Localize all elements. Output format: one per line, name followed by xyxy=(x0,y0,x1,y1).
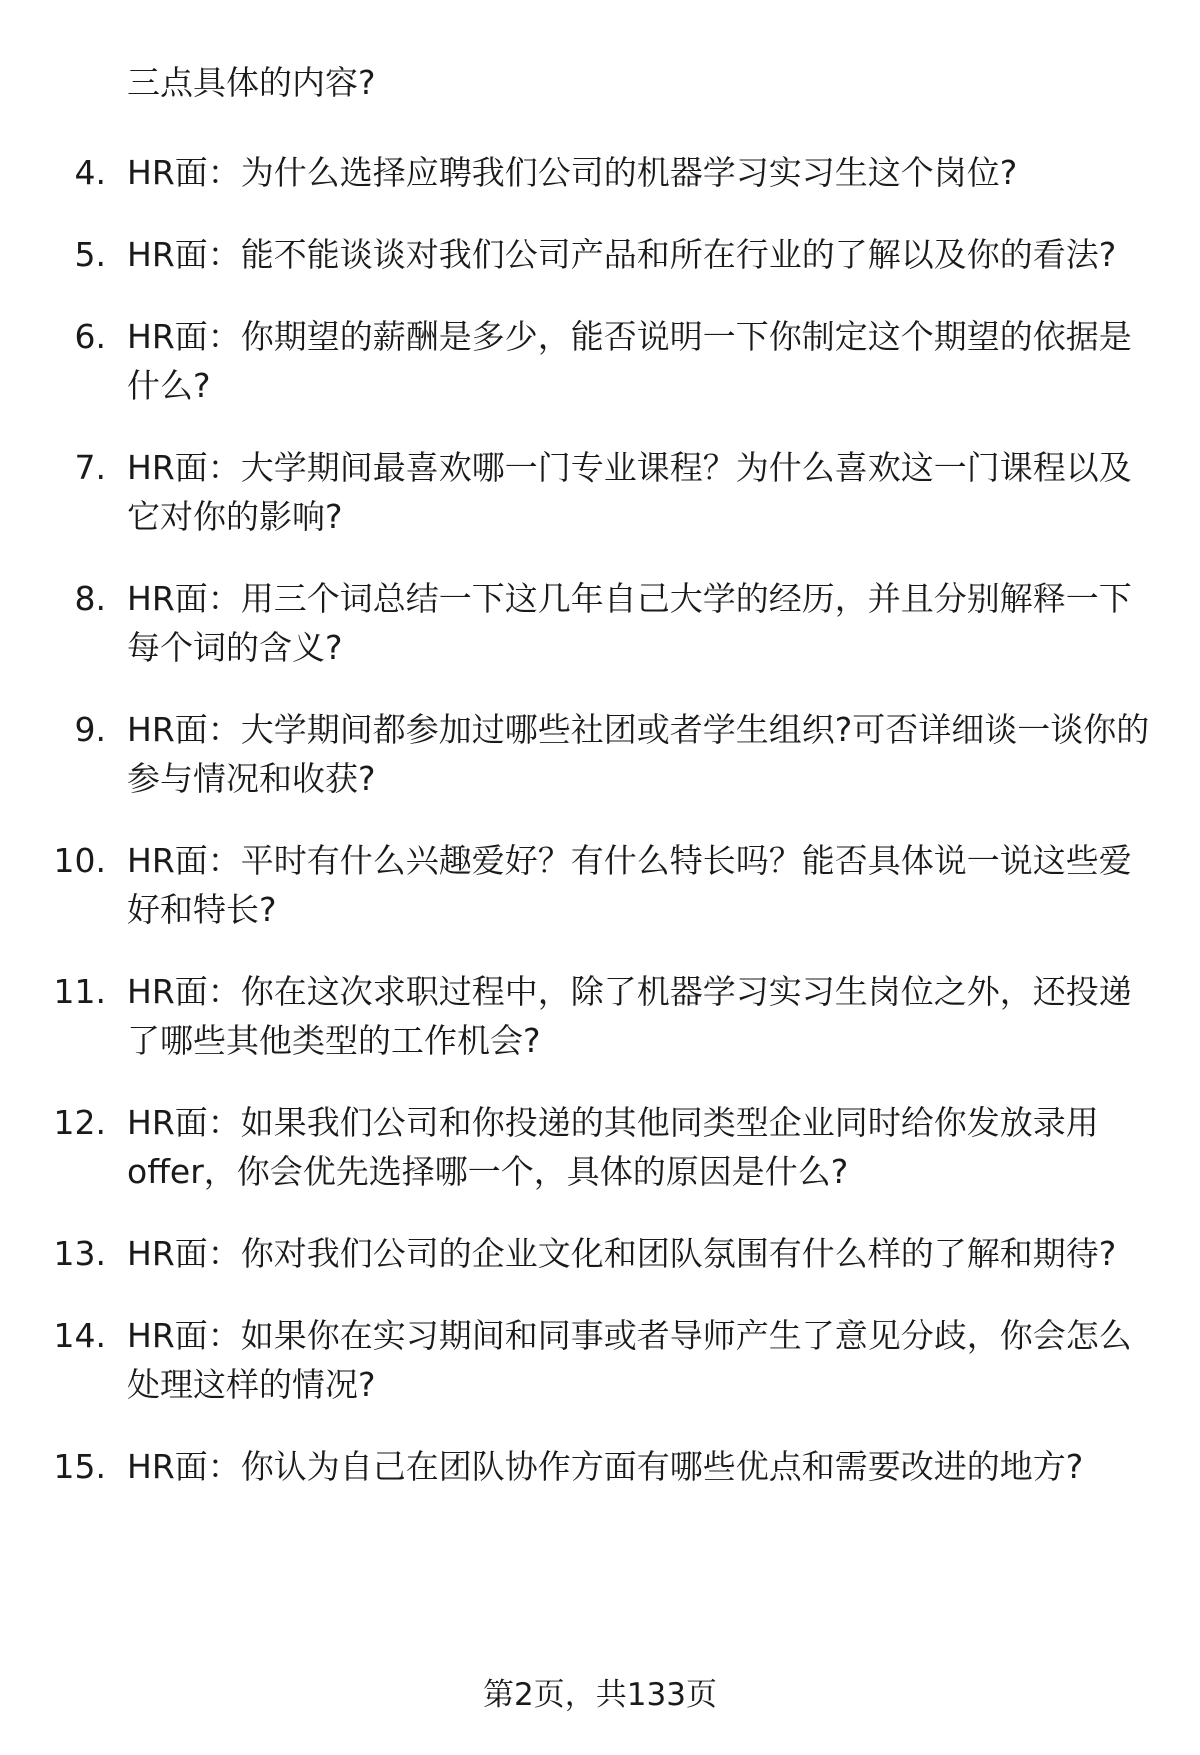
item-text: HR面：平时有什么兴趣爱好？有什么特长吗？能否具体说一说这些爱好和特长? xyxy=(127,841,1132,929)
item-number: 4. xyxy=(74,153,106,192)
item-text: HR面：大学期间最喜欢哪一门专业课程？为什么喜欢这一门课程以及它对你的影响? xyxy=(127,448,1132,536)
item-text: HR面：大学期间都参加过哪些社团或者学生组织?可否详细谈一谈你的参与情况和收获? xyxy=(127,710,1150,798)
item-number: 15. xyxy=(53,1447,106,1486)
list-item xyxy=(0,1098,1200,1196)
continuation-text: 三点具体的内容? xyxy=(127,63,376,102)
item-text: HR面：你对我们公司的企业文化和团队氛围有什么样的了解和期待? xyxy=(127,1234,1117,1273)
item-number: 8. xyxy=(74,579,106,618)
item-text: HR面：如果你在实习期间和同事或者导师产生了意见分歧，你会怎么处理这样的情况? xyxy=(127,1316,1132,1404)
list-item xyxy=(0,312,1200,410)
item-number: 11. xyxy=(53,972,106,1011)
list-item xyxy=(0,705,1200,803)
item-text: HR面：你认为自己在团队协作方面有哪些优点和需要改进的地方? xyxy=(127,1447,1084,1486)
item-number: 10. xyxy=(53,841,106,880)
item-number: 9. xyxy=(74,710,106,749)
list-item xyxy=(0,443,1200,541)
item-number: 14. xyxy=(53,1316,106,1355)
list-item xyxy=(0,574,1200,672)
list-item xyxy=(0,836,1200,934)
item-text: HR面：为什么选择应聘我们公司的机器学习实习生这个岗位? xyxy=(127,153,1018,192)
item-text: HR面：能不能谈谈对我们公司产品和所在行业的了解以及你的看法? xyxy=(127,235,1117,274)
list-item xyxy=(0,1442,1200,1491)
item-text: HR面：你在这次求职过程中，除了机器学习实习生岗位之外，还投递了哪些其他类型的工作机会? xyxy=(127,972,1132,1060)
item-number: 6. xyxy=(74,317,106,356)
item-number: 5. xyxy=(74,235,106,274)
item-number: 7. xyxy=(74,448,106,487)
list-item xyxy=(0,967,1200,1065)
list-item xyxy=(0,1229,1200,1278)
item-number: 13. xyxy=(53,1234,106,1273)
list-item xyxy=(0,1311,1200,1409)
item-text: HR面：用三个词总结一下这几年自己大学的经历，并且分别解释一下每个词的含义? xyxy=(127,579,1132,667)
item-text: HR面：你期望的薪酬是多少，能否说明一下你制定这个期望的依据是什么? xyxy=(127,317,1132,405)
item-number: 12. xyxy=(53,1103,106,1142)
page-footer: 第2页，共133页 xyxy=(483,1677,717,1713)
list-item xyxy=(0,148,1200,197)
question-list xyxy=(0,148,1200,1524)
list-item xyxy=(0,230,1200,279)
item-text: HR面：如果我们公司和你投递的其他同类型企业同时给你发放录用offer，你会优先选择哪一个，具体的原因是什么? xyxy=(127,1103,1099,1191)
